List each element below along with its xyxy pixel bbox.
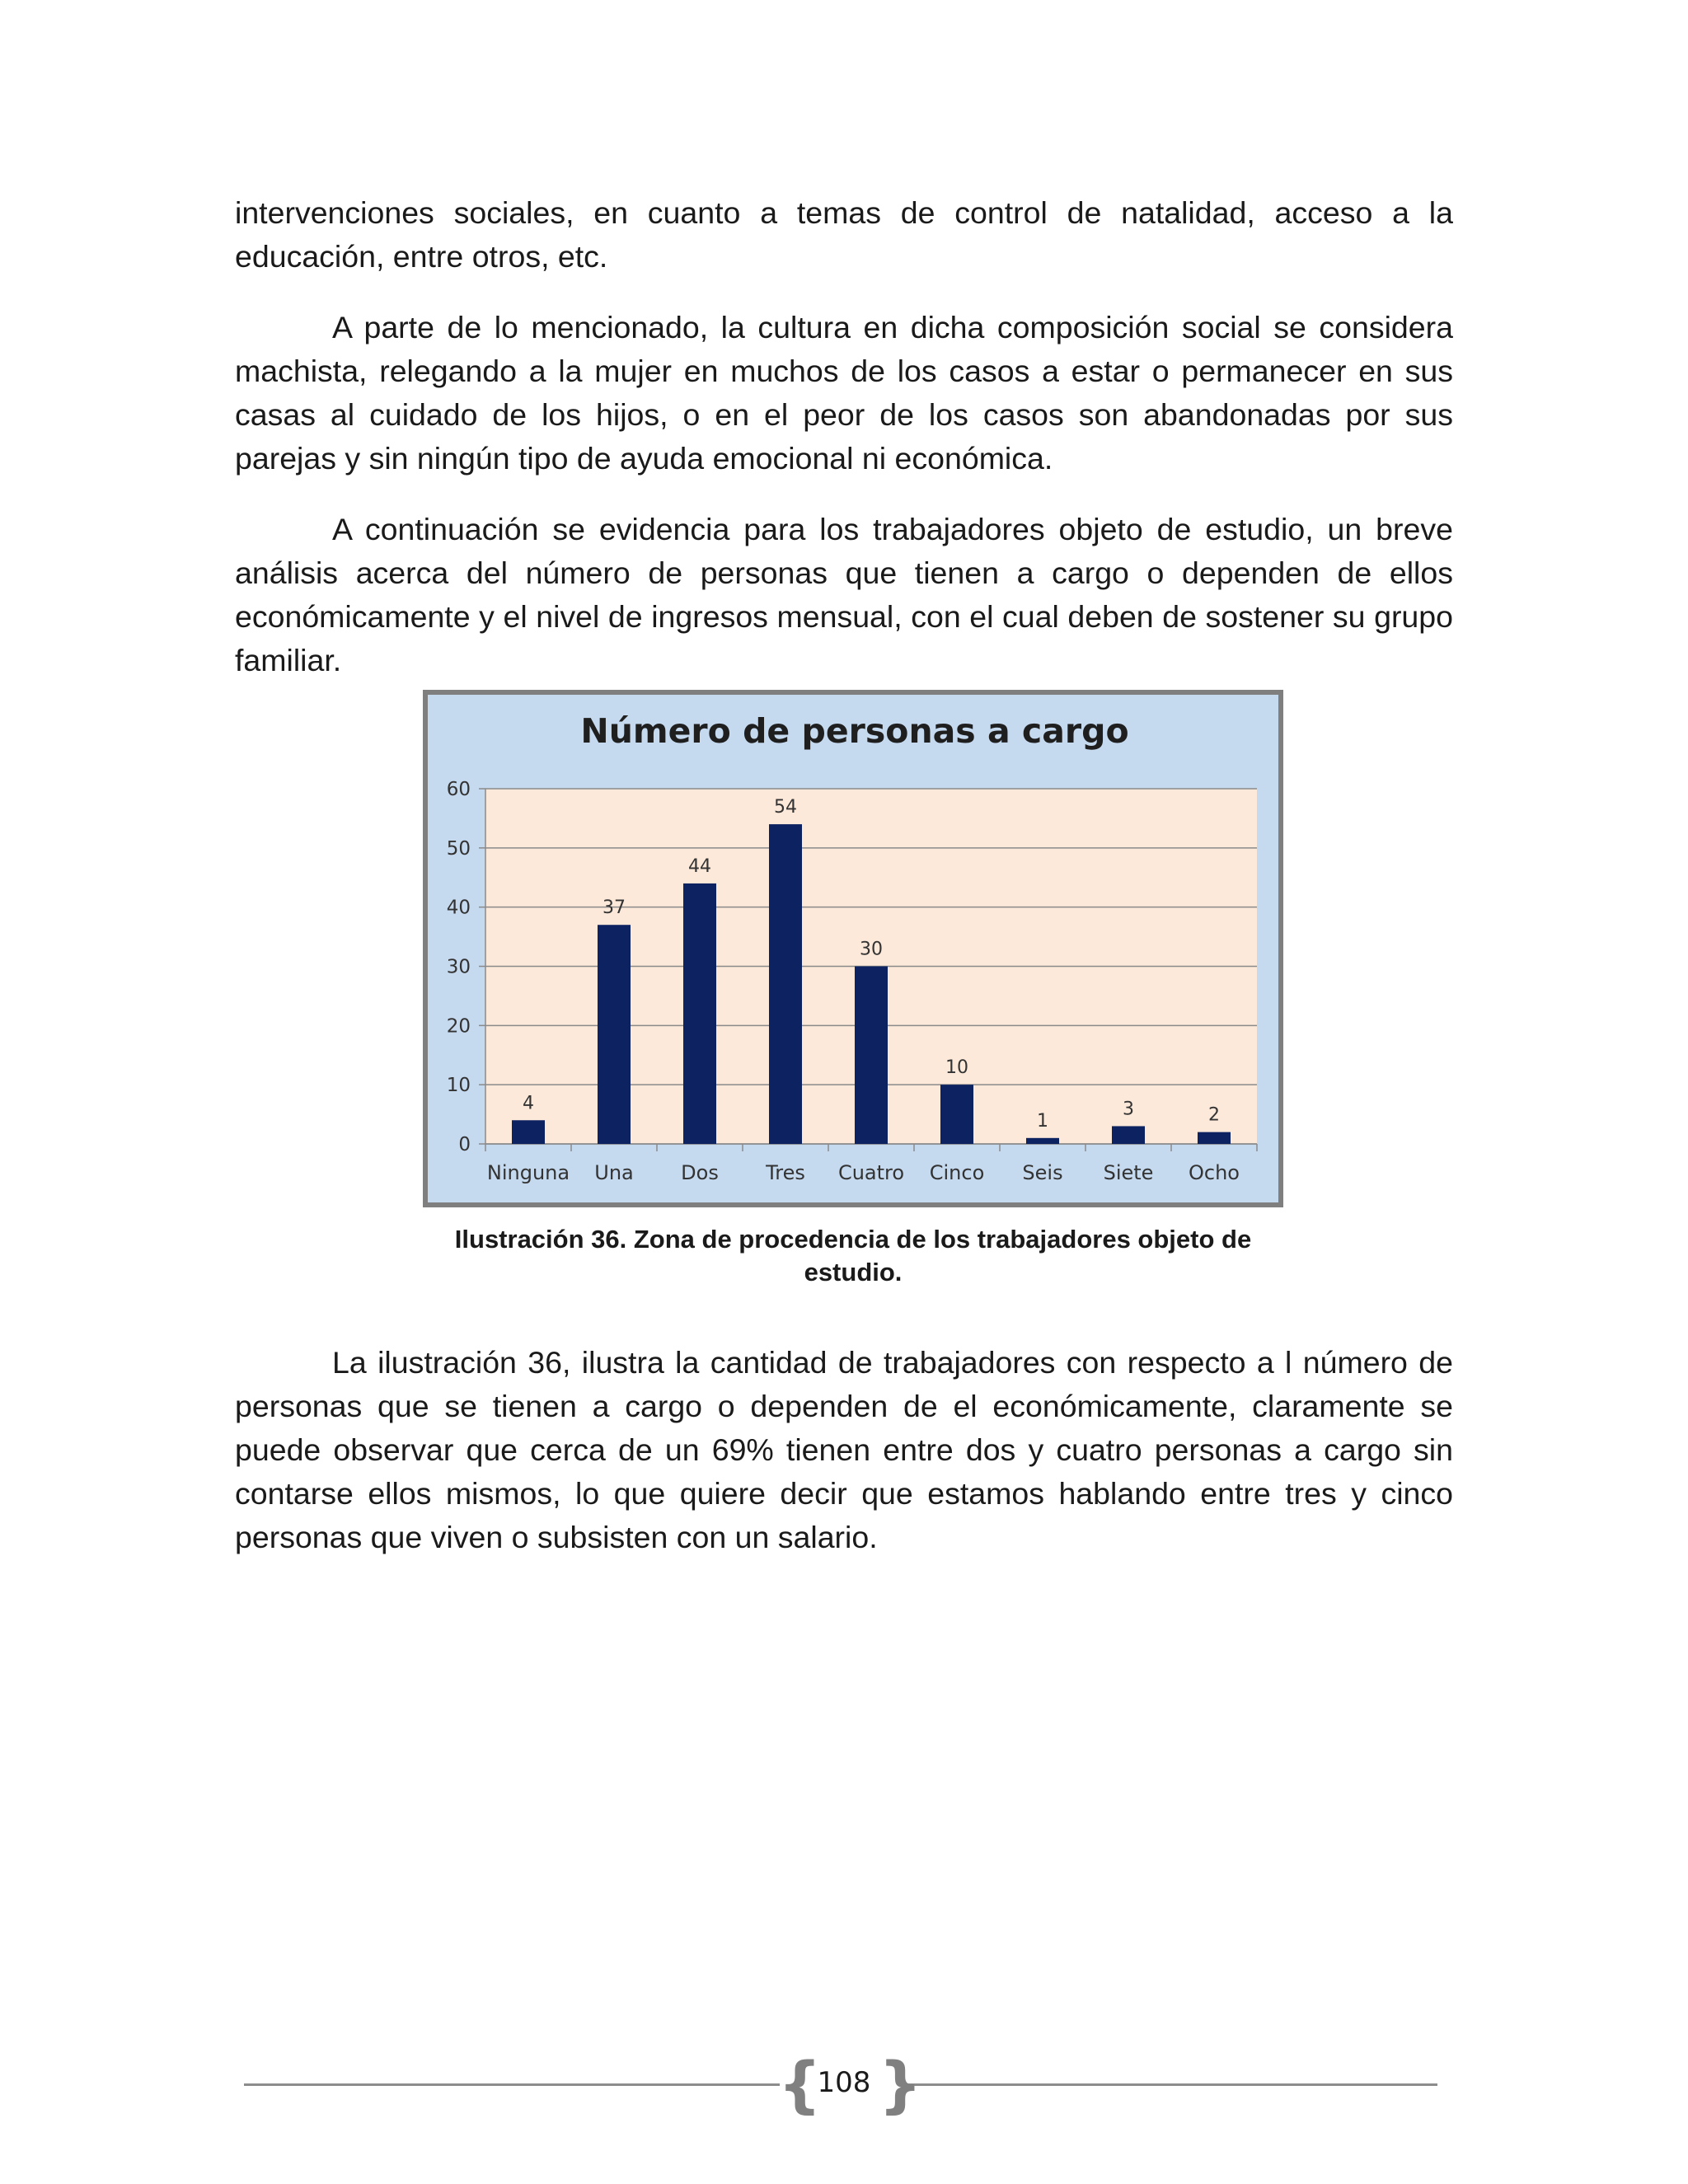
x-tick-label: Tres [766,1161,805,1184]
x-tick-label: Siete [1103,1161,1154,1184]
data-label: 10 [945,1057,968,1079]
x-tick-label: Cuatro [837,1161,905,1184]
y-tick-label: 40 [446,897,471,919]
y-tick-label: 20 [446,1015,471,1038]
bar [1112,1126,1145,1144]
figure-caption: Ilustración 36. Zona de procedencia de los trabajadores objeto de estudio. [454,1225,1252,1286]
y-tick-label: 30 [446,956,471,978]
y-tick-label: 50 [446,837,471,860]
data-label: 4 [523,1093,534,1114]
data-label: 30 [860,939,883,960]
data-label: 37 [603,898,626,919]
data-label: 54 [774,797,797,818]
data-label: 2 [1208,1104,1220,1126]
data-label: 3 [1123,1099,1134,1120]
chart-title: Número de personas a cargo [580,711,1129,751]
bar [1198,1132,1231,1144]
x-tick-label: Dos [681,1161,719,1184]
footer-rule-left [244,2083,780,2086]
bar [683,883,716,1144]
x-tick-label: Ninguna [486,1161,570,1184]
y-tick-label: 0 [458,1134,471,1155]
chart-figure [423,690,1283,1207]
paragraph-3: A continuación se evidencia para los trabajadores objeto de estudio, un breve análisis acerca del número de personas que tienen a cargo o dependen de ellos económicamente y el nivel de ingresos mensual, con el cual deben de sostener su grupo familiar. [235,512,1453,677]
page-number: 108 [817,2066,871,2099]
bar [769,824,802,1144]
x-tick-label: Cinco [929,1161,985,1184]
paragraph-2: A parte de lo mencionado, la cultura en dicha composición social se considera machista, relegando a la mujer en muchos de los casos a estar o permanecer en sus casas al cuidado de los hijos, o en el peor de los casos son abandonadas por sus parejas y sin ningún tipo de ayuda emocional ni económica. [235,310,1453,476]
x-tick-label: Una [594,1161,634,1184]
bar [855,967,888,1145]
bar-chart [428,695,1278,1202]
data-label: 1 [1037,1110,1048,1132]
y-tick-label: 60 [446,779,471,800]
footer-bracket-left: { [778,2050,822,2121]
paragraph-1: intervenciones sociales, en cuanto a temas de control de natalidad, acceso a la educación, entre otros, etc. [235,195,1453,274]
x-tick-label: Seis [1022,1161,1063,1184]
data-label: 44 [688,855,711,877]
footer-rule-right [900,2083,1437,2086]
bar [940,1085,973,1144]
bar [512,1120,545,1144]
x-tick-label: Ocho [1189,1161,1240,1184]
bar [1026,1138,1059,1144]
y-tick-label: 10 [446,1075,471,1097]
footer-bracket-right: } [879,2050,922,2121]
bar [598,925,631,1144]
paragraph-4: La ilustración 36, ilustra la cantidad de trabajadores con respecto a l número de personas que se tienen a cargo o dependen de el económicamente, claramente se puede observar que cerca de un 69% tienen entre dos y cuatro personas a cargo sin contarse ellos mismos, lo que quiere decir que estamos hablando entre tres y cinco personas que viven o subsisten con un salario. [235,1345,1453,1554]
